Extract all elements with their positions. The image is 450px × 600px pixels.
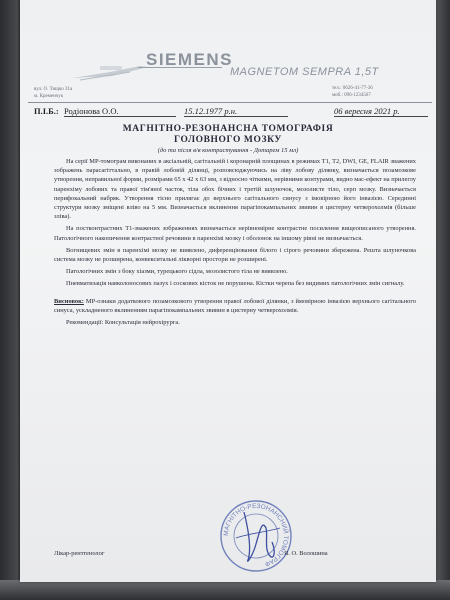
patient-info <box>34 106 430 118</box>
patient-label: П.І.Б.: <box>34 106 59 116</box>
doctor-stamp-icon <box>218 498 294 574</box>
scanner-model: MAGNETOM SEMPRA 1,5T <box>230 66 379 78</box>
letterhead <box>20 0 436 100</box>
patient-name: Родіонова О.О. <box>64 106 176 117</box>
report-body <box>54 157 416 330</box>
conclusion-text: МР-ознаки додаткового позамозкового утворення правої лобової ділянки, з ймовірною інвазією верхнього сагітального синуса, ускладненого вклиненням парагіпокампальних звивин в цистерну четверохолмія. <box>54 297 416 314</box>
findings-paragraph-1: На серії МР-томограм виконаних в аксіальній, сагітальній і коронарній площинах в режимах Т1, Т2, DWI, GE, FLAIR зважених зображень парасагіттально, в правій лобовій ділянці, розповсюджуючись на ліву лобову ділянку, визначається позамозкове утворення, неправильної форми, розмірами 65 х 42 х 63 мм, з відносно чіткими, нерівними контурами, видно мас-ефект на прилеглу паренхіму лобових та правої тім'яної часток, тіла обох бічних і третій шлуночок, мозолисте тіло, серп мозку. Визначається перифокальний набряк. Утворення тісно прилягає до верхнього сагітального синусу з імовірною його інвазією. Серединні структури мозку зміщені вліво на 5 мм. Визначається вклинення парагіпокампальних звивин в цистерну четверохолмія (більше зліва). <box>54 158 416 221</box>
phone-line-2: моб.: 096-1234567 <box>332 93 371 98</box>
handwritten-signature <box>244 512 274 561</box>
report-title: МАГНІТНО-РЕЗОНАНСНА ТОМОГРАФІЯ <box>122 124 334 134</box>
findings-paragraph-5: Пневматизація навколоносових пазух і соскових кісток не порушена. Кістки черепа без видимих патологічних змін сигналу. <box>66 280 405 288</box>
document-sheet <box>20 0 436 582</box>
recommendation: Рекомендації: Консультація нейрохірурга. <box>66 319 180 327</box>
conclusion <box>54 297 416 315</box>
conclusion-label: Висновок: <box>54 297 84 305</box>
findings-paragraph-2: На постконтрастних Т1-зважених зображеннях визначається нерівномірне контрастне посилення вищеописаного утворення. Патологічного накопичення контрастної речовини в паренхімі мозку і оболонок на іншому рівні не визначається. <box>54 225 416 242</box>
findings-paragraph-3: Вогнищевих змін в паренхімі мозку не виявлено, диференціювання білого і сірого речовини збережена. Решта шлуночкова система мозку не розширена, конвекситальні лікворні простори не розширені. <box>54 246 416 264</box>
address-line-1: вул. О. Тищко 31а <box>34 87 73 92</box>
mri-scanner-logo-icon <box>70 58 150 84</box>
patient-dob: 15.12.1977 р.н. <box>184 106 288 117</box>
background-bottom <box>0 580 450 600</box>
brand-name: SIEMENS <box>146 50 234 69</box>
header-divider <box>28 102 432 103</box>
stamp-text: МАГНІТНО-РЕЗОНАНСНИЙ ТОМОГРАФ <box>222 502 290 568</box>
report-subtitle: (до та після в/в контрастування - Дотарем 15 мл) <box>157 147 299 154</box>
report-date: 06 вересня 2021 р. <box>334 106 428 117</box>
background-right <box>436 0 450 600</box>
phone-line-1: тел.: 0626-41-77-36 <box>332 86 373 91</box>
doctor-name: Я. О. Волошина <box>284 550 328 557</box>
background-left <box>0 0 18 600</box>
doctor-role: Лікар-рентгенолог <box>54 550 105 557</box>
address-line-2: м. Кременчук <box>34 94 64 99</box>
findings-paragraph-4: Патологічних змін з боку хіазми, турецького сідла, мозолистого тіла не виявлено. <box>66 268 288 276</box>
report-title-line-2: ГОЛОВНОГО МОЗКУ <box>174 135 282 145</box>
